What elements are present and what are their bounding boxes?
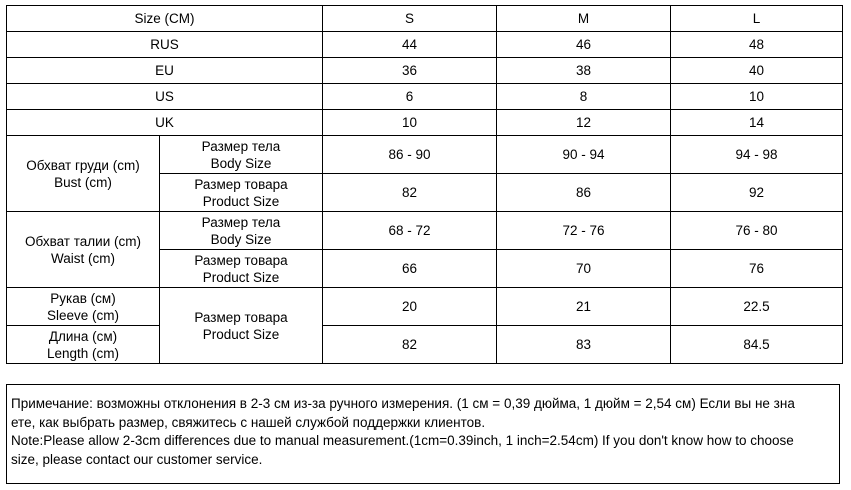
size-m-header: M [497, 6, 671, 32]
note-line: size, please contact our customer service. [11, 451, 263, 467]
table-cell: 72 - 76 [497, 212, 671, 250]
table-cell: 44 [323, 32, 497, 58]
length-label-ru: Длина (cм) [48, 328, 118, 344]
table-cell: 83 [497, 326, 671, 364]
table-cell: 82 [323, 174, 497, 212]
waist-label [7, 212, 160, 288]
product-size-ru: Размер товара [194, 176, 288, 192]
body-size-label [160, 136, 323, 174]
bust-label-ru: Обхват груди (cm) [26, 157, 140, 173]
eu-row [7, 58, 843, 84]
sleeve-row [7, 288, 843, 326]
body-size-label [160, 212, 323, 250]
size-table [6, 5, 843, 364]
table-cell: 38 [497, 58, 671, 84]
waist-label-en: Waist (cm) [51, 250, 115, 266]
length-label-en: Length (cm) [46, 345, 120, 361]
size-l-header: L [671, 6, 843, 32]
uk-row [7, 110, 843, 136]
row-label: UK [7, 110, 323, 136]
table-cell: 86 [497, 174, 671, 212]
body-size-ru: Размер тела [201, 214, 281, 230]
table-cell: 66 [323, 250, 497, 288]
header-row [7, 6, 843, 32]
product-size-ru: Размер товара [194, 252, 288, 268]
table-cell: 8 [497, 84, 671, 110]
note-line: Примечание: возможны отклонения в 2-3 см из-за ручного измерения. (1 см = 0,39 дюйма, 1 дюйм = 2,54 см) Если вы не зна [11, 396, 795, 411]
table-cell: 20 [323, 288, 497, 326]
note-line: Note:Please allow 2-3cm differences due to manual measurement.(1cm=0.39inch, 1 inch=2.54cm) If you don't know how to choose [11, 433, 794, 448]
table-cell: 76 [671, 250, 843, 288]
table-cell: 21 [497, 288, 671, 326]
table-cell: 40 [671, 58, 843, 84]
bust-body-row [7, 136, 843, 174]
waist-label-ru: Обхват талии (cm) [25, 233, 141, 249]
table-cell: 10 [323, 110, 497, 136]
measurement-note [6, 384, 840, 484]
table-cell: 76 - 80 [671, 212, 843, 250]
bust-label-en: Bust (cm) [54, 174, 112, 190]
product-size-en: Product Size [202, 326, 280, 342]
product-size-en: Product Size [202, 193, 280, 209]
bust-label [7, 136, 160, 212]
row-label: US [7, 84, 323, 110]
length-row [7, 326, 843, 364]
product-size-en: Product Size [202, 269, 280, 285]
us-row [7, 84, 843, 110]
table-cell: 6 [323, 84, 497, 110]
product-size-label [160, 250, 323, 288]
table-cell: 12 [497, 110, 671, 136]
table-cell: 82 [323, 326, 497, 364]
table-cell: 90 - 94 [497, 136, 671, 174]
size-header-label: Size (CM) [7, 6, 323, 32]
table-cell: 14 [671, 110, 843, 136]
table-cell: 36 [323, 58, 497, 84]
body-size-ru: Размер тела [201, 138, 281, 154]
table-cell: 84.5 [671, 326, 843, 364]
body-size-en: Body Size [210, 231, 272, 247]
table-cell: 94 - 98 [671, 136, 843, 174]
size-chart [6, 5, 842, 364]
table-cell: 22.5 [671, 288, 843, 326]
product-size-label [160, 288, 323, 364]
sleeve-label-ru: Рукав (cм) [50, 290, 116, 306]
row-label: EU [7, 58, 323, 84]
table-cell: 86 - 90 [323, 136, 497, 174]
table-cell: 10 [671, 84, 843, 110]
table-cell: 46 [497, 32, 671, 58]
waist-body-row [7, 212, 843, 250]
note-line: ете, как выбрать размер, свяжитесь с нашей службой поддержки клиентов. [11, 414, 486, 430]
sleeve-label [7, 288, 160, 326]
row-label: RUS [7, 32, 323, 58]
table-cell: 92 [671, 174, 843, 212]
product-size-ru: Размер товара [194, 309, 288, 325]
table-cell: 48 [671, 32, 843, 58]
body-size-en: Body Size [210, 155, 272, 171]
sleeve-label-en: Sleeve (cm) [46, 307, 119, 323]
length-label [7, 326, 160, 364]
table-cell: 68 - 72 [323, 212, 497, 250]
table-cell: 70 [497, 250, 671, 288]
size-s-header: S [323, 6, 497, 32]
product-size-label [160, 174, 323, 212]
rus-row [7, 32, 843, 58]
